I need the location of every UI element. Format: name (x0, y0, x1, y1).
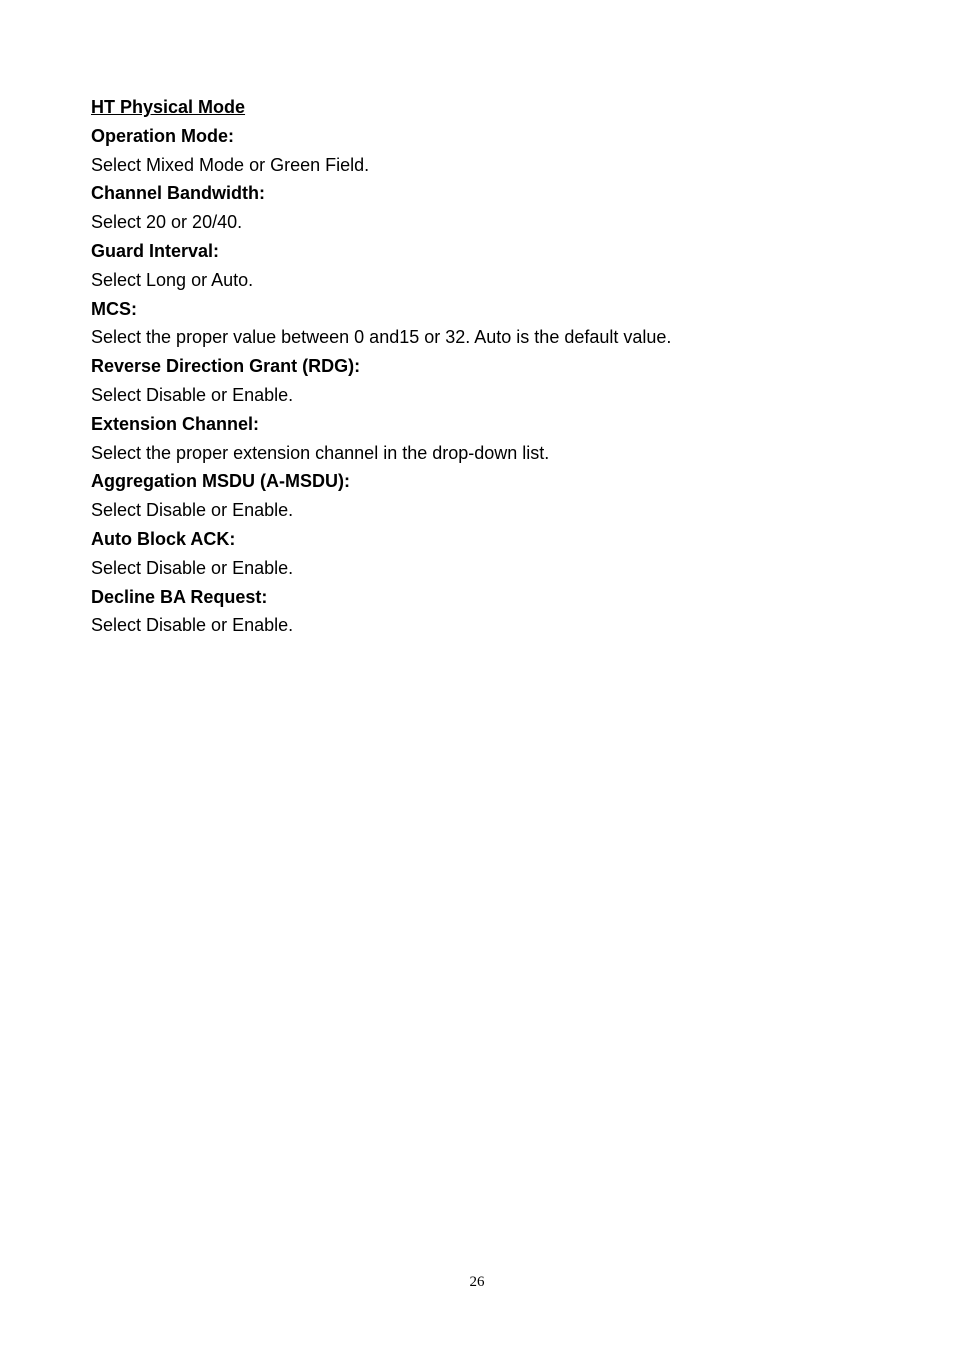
desc-auto-block-ack: Select Disable or Enable. (91, 557, 294, 578)
term-operation-mode: Operation Mode: (91, 125, 234, 146)
term-decline-ba-request: Decline BA Request: (91, 586, 268, 607)
desc-decline-ba-request: Select Disable or Enable. (91, 615, 294, 636)
document-body (91, 93, 891, 640)
desc-mcs: Select the proper value between 0 and15 or 32. Auto is the default value. (91, 327, 672, 348)
desc-channel-bandwidth: Select 20 or 20/40. (91, 212, 243, 233)
section-title: HT Physical Mode (91, 97, 246, 117)
page-number: 26 (469, 1274, 485, 1290)
desc-extension-channel: Select the proper extension channel in the drop-down list. (91, 442, 550, 463)
desc-a-msdu: Select Disable or Enable. (91, 500, 294, 521)
term-rdg: Reverse Direction Grant (RDG): (91, 356, 361, 377)
desc-operation-mode: Select Mixed Mode or Green Field. (91, 154, 370, 175)
term-a-msdu: Aggregation MSDU (A-MSDU): (91, 471, 350, 492)
desc-guard-interval: Select Long or Auto. (91, 269, 254, 290)
desc-rdg: Select Disable or Enable. (91, 384, 294, 405)
term-extension-channel: Extension Channel: (91, 413, 260, 434)
term-guard-interval: Guard Interval: (91, 240, 220, 261)
term-channel-bandwidth: Channel Bandwidth: (91, 183, 265, 204)
term-auto-block-ack: Auto Block ACK: (91, 528, 236, 549)
term-mcs: MCS: (91, 298, 137, 319)
